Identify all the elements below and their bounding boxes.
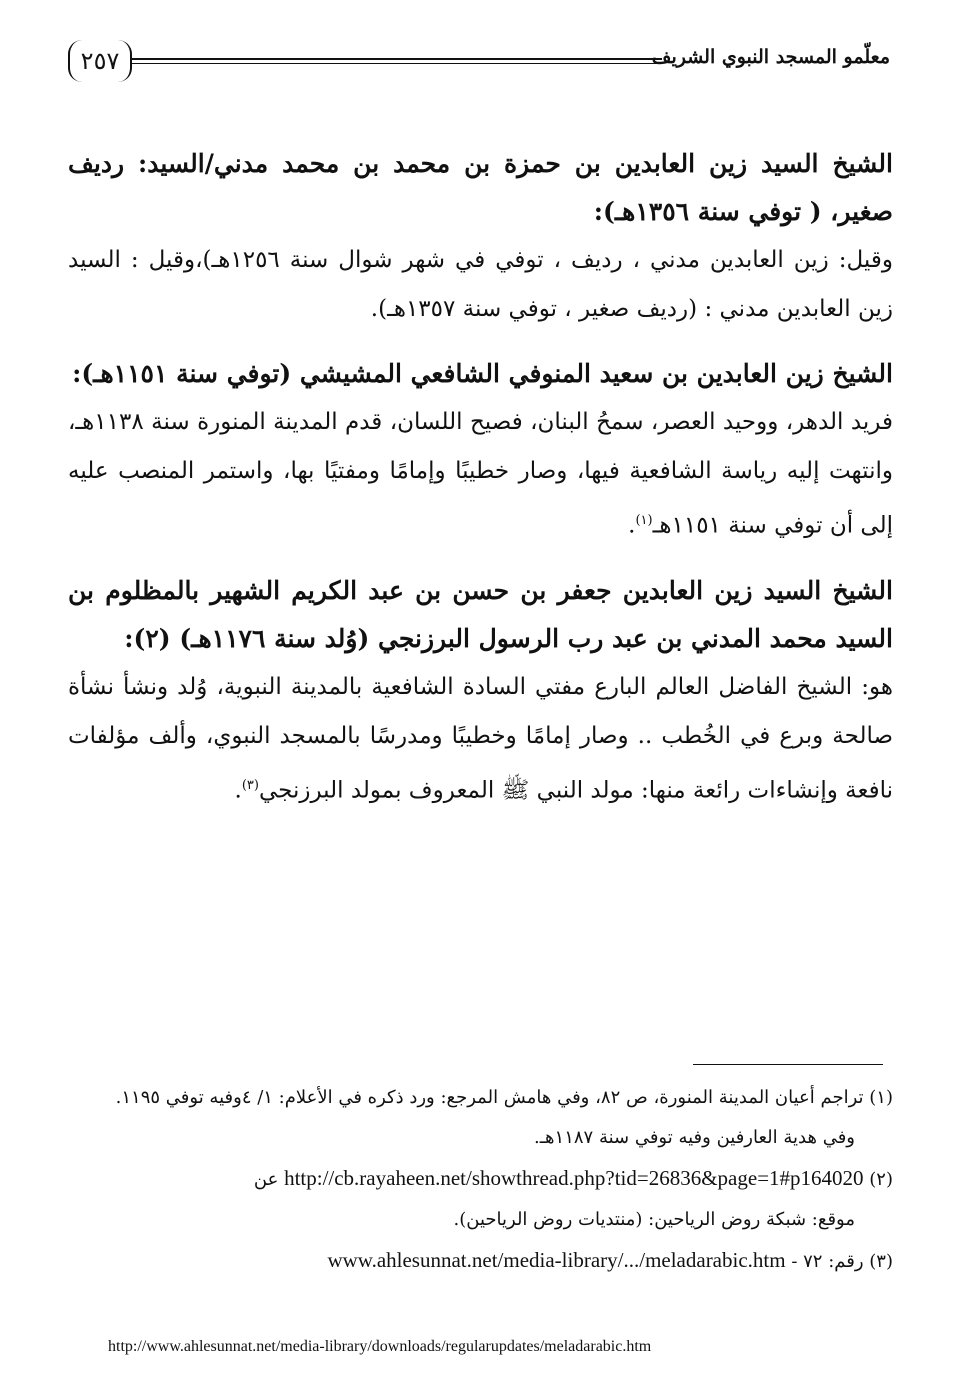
entry-heading: الشيخ السيد زين العابدين بن حمزة بن محمد بن محمد مدني/السيد: رديف صغير، ( توفي سنة ١٣٥٦هـ): bbox=[68, 149, 893, 226]
footnotes bbox=[60, 1085, 893, 1289]
entry-heading: الشيخ السيد زين العابدين جعفر بن حسن بن عبد الكريم الشهير بالمظلوم بن السيد محمد المدني بن عبد رب الرسول البرزنجي (وُلد سنة ١١٧٦هـ) (٢): bbox=[68, 575, 893, 653]
footnote-2-continuation: موقع: شبكة روض الرياحين: (منتديات روض الرياحين). bbox=[453, 1209, 855, 1230]
header-rule bbox=[130, 58, 662, 66]
footnote-3-link[interactable]: www.ahlesunnat.net/media-library/.../meladarabic.htm bbox=[327, 1248, 786, 1272]
entry-text: وقيل: زين العابدين مدني ، رديف ، توفي في شهر شوال سنة ١٢٥٦هـ)،وقيل : السيد زين العابدين مدني : (رديف صغير ، توفي سنة ١٣٥٧هـ). bbox=[68, 247, 893, 322]
footnote-2-link[interactable]: http://cb.rayaheen.net/showthread.php?tid=26836&page=1#p164020 bbox=[284, 1166, 864, 1190]
footnote-3-full-url[interactable]: http://www.ahlesunnat.net/media-library/downloads/regularupdates/meladarabic.htm bbox=[108, 1338, 652, 1355]
page-body bbox=[68, 140, 893, 815]
footnote-ref: (٣) bbox=[241, 777, 259, 793]
page-header bbox=[68, 40, 890, 88]
footnote-3-prefix: (٣) رقم: ٧٢ - bbox=[791, 1251, 893, 1272]
footnote-separator bbox=[693, 1064, 883, 1065]
footnote-3 bbox=[60, 1247, 893, 1275]
footnote-ref: (١) bbox=[635, 513, 653, 528]
footnote-2 bbox=[60, 1165, 893, 1193]
entry-text: فريد الدهر، ووحيد العصر، سمحُ البنان، فصيح اللسان، قدم المدينة المنورة سنة ١١٣٨هـ، وانتهت إليه رياسة الشافعية فيها، وصار خطيبًا وإمامًا ومفتيًا بها، واستمر المنصب عليه إلى أن توفي سنة ١١٥١هـ$^{(١)}$. bbox=[68, 409, 893, 539]
page-number: ٢٥٧ bbox=[68, 40, 132, 82]
entry-text: هو: الشيخ الفاضل العالم البارع مفتي السادة الشافعية بالمدينة النبوية، وُلد ونشأ نشأة صالحة وبرع في الخُطب .. وصار إمامًا وخطيبًا ومدرسًا بالمسجد النبوي، وألف مؤلفات نافعة وإنشاءات رائعة منها: مولد النبي ﷺ المعروف بمولد البرزنجي$^{(٣)}$. bbox=[68, 673, 893, 804]
footnote-2-marker: (٢) bbox=[869, 1169, 893, 1190]
footnote-2-an: عن bbox=[253, 1169, 279, 1190]
footnote-1: (١) تراجم أعيان المدينة المنورة، ص ٨٢، وفي هامش المرجع: ورد ذكره في الأعلام: ١/ ٤وفيه توفي ١١٩٥. bbox=[115, 1087, 893, 1108]
footnote-1-continuation: وفي هدية العارفين وفيه توفي سنة ١١٨٧هـ. bbox=[534, 1127, 855, 1148]
running-title: معلّمو المسجد النبوي الشريف bbox=[651, 46, 890, 68]
entry-heading: الشيخ زين العابدين بن سعيد المنوفي الشافعي المشيشي (توفي سنة ١١٥١هـ): bbox=[72, 359, 893, 388]
